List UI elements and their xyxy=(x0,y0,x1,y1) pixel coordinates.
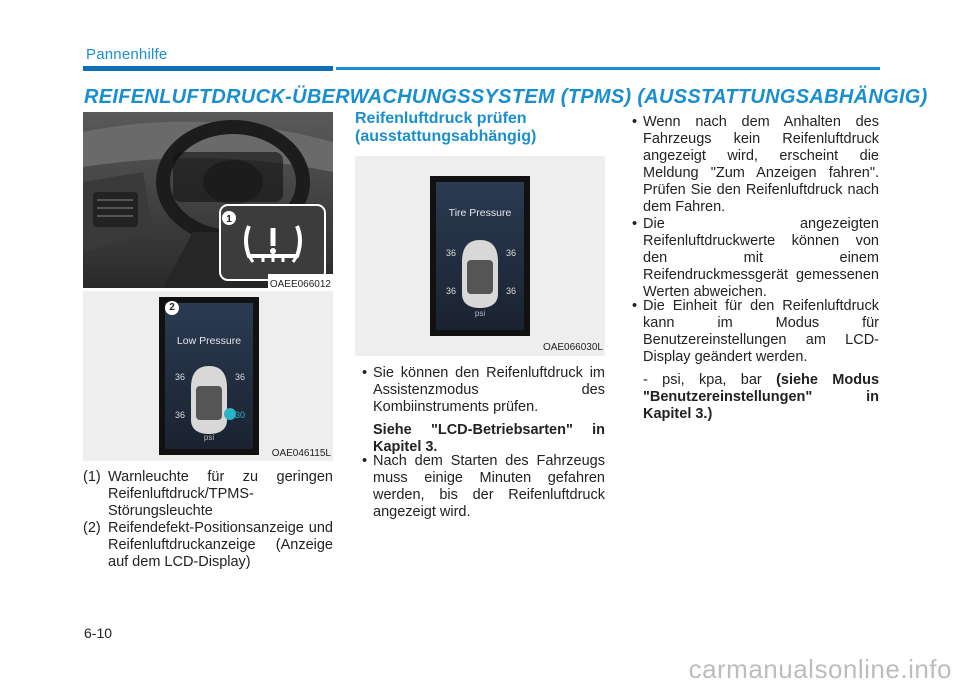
callout-1-number: 1 xyxy=(226,214,232,225)
display-screen xyxy=(165,303,253,449)
list-item-1 xyxy=(83,469,333,520)
bullet-dot: • xyxy=(632,216,638,232)
units-prefix: - psi, kpa, bar xyxy=(643,372,762,388)
right-bullet-3 xyxy=(625,298,879,423)
bullet-dot: • xyxy=(362,453,368,469)
right-bullet-1-text: Wenn nach dem Anhalten des Fahrzeugs kein Reifenluftdruck angezeigt wird, erscheint die Meldung "Zum Anzeigen fahren". Prüfen Sie den Reifenluftdruck nach dem Fahren. xyxy=(643,114,879,215)
middle-bullet-2-text: Nach dem Starten des Fahrzeugs muss einige Minuten gefahren werden, bis der Reifenluftdruck angezeigt wird. xyxy=(373,453,605,520)
middle-bullet-1-ref: Siehe "LCD-Betriebsarten" in Kapitel 3. xyxy=(373,422,605,455)
tire-rr-value: 36 xyxy=(506,286,517,296)
callout-2-number: 2 xyxy=(165,301,179,315)
right-bullet-3-text: Die Einheit für den Reifenluftdruck kann im Modus für Benutzereinstellungen am LCD-Display geändert werden. xyxy=(643,298,879,365)
watermark: carmanualsonline.info xyxy=(688,654,952,684)
subsection-heading-line1: Reifenluftdruck prüfen xyxy=(355,110,527,127)
display-screen xyxy=(436,182,524,330)
low-pressure-figure xyxy=(83,291,333,461)
dashboard-illustration xyxy=(83,112,333,288)
subsection-heading xyxy=(355,110,536,146)
list-item-2 xyxy=(83,520,333,571)
units-reference: (siehe Modus "Benutzereinstellungen" in Kapitel 3.) xyxy=(643,372,880,422)
tire-fr-value: 36 xyxy=(235,372,246,382)
units-line xyxy=(625,372,879,423)
car-tire-diagram xyxy=(165,358,253,438)
screen-title: Low Pressure xyxy=(176,335,242,347)
right-bullet-1 xyxy=(625,114,879,216)
bullet-dot: • xyxy=(632,298,638,314)
car-tire-diagram xyxy=(436,234,524,314)
header-rule-light xyxy=(336,67,880,70)
page-title: REIFENLUFTDRUCK-ÜBERWACHUNGSSYSTEM (TPMS) (AUSSTATTUNGSABHÄNGIG) xyxy=(84,86,928,108)
dashboard-figure xyxy=(83,112,333,288)
bullet-dot: • xyxy=(632,114,638,130)
tire-rl-value: 36 xyxy=(446,286,457,296)
figure2-caption: OAE046115L xyxy=(271,448,331,459)
header-rule-dark xyxy=(83,66,333,71)
tire-rr-value: 30 xyxy=(235,410,246,420)
tire-pressure-figure xyxy=(355,156,605,356)
figure1-caption: OAEE066012 xyxy=(269,279,331,290)
middle-bullet-2 xyxy=(355,453,605,521)
section-label: Pannenhilfe xyxy=(86,46,168,63)
figure3-caption: OAE066030L xyxy=(542,342,603,353)
unit-label: psi xyxy=(203,433,215,442)
bullet-dot: • xyxy=(362,365,368,381)
tire-fl-value: 36 xyxy=(175,372,186,382)
right-bullet-2 xyxy=(625,216,879,301)
tire-fl-value: 36 xyxy=(446,248,457,258)
tire-fr-value: 36 xyxy=(506,248,517,258)
page-number: 6-10 xyxy=(84,625,113,641)
middle-bullet-1 xyxy=(355,365,605,456)
tire-rl-value: 36 xyxy=(175,410,186,420)
screen-title: Tire Pressure xyxy=(448,207,512,219)
list-item-2-text: Reifendefekt-Positionsanzeige und Reifenluftdruckanzeige (Anzeige auf dem LCD-Display) xyxy=(108,520,333,570)
right-bullet-2-text: Die angezeigten Reifenluftdruckwerte können von den mit einem Reifendruckmessgerät gemessenen Werten abweichen. xyxy=(643,216,879,300)
subsection-heading-line2: (ausstattungsabhängig) xyxy=(355,128,537,145)
list-item-1-text: Warnleuchte für zu geringen Reifenluftdruck/TPMS-Störungsleuchte xyxy=(108,469,333,519)
middle-bullet-1-text: Sie können den Reifenluftdruck im Assistenzmodus des Kombiinstruments prüfen. xyxy=(373,365,605,415)
list-item-1-number: (1) xyxy=(83,469,101,485)
list-item-2-number: (2) xyxy=(83,520,101,536)
unit-label: psi xyxy=(474,309,486,318)
